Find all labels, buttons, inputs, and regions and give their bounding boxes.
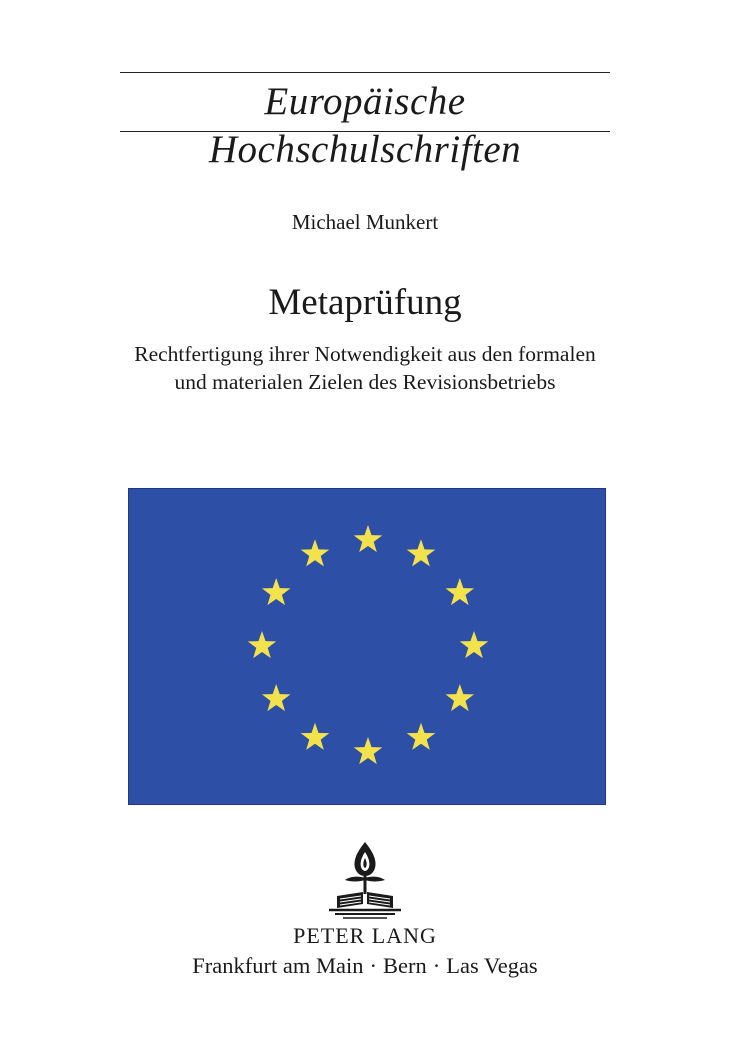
star-icon bbox=[446, 684, 475, 711]
flag-star-circle bbox=[129, 489, 607, 806]
star-icon bbox=[407, 723, 436, 750]
subtitle-line-1: Rechtfertigung ihrer Notwendigkeit aus den formalen bbox=[134, 342, 596, 366]
star-icon bbox=[354, 525, 383, 552]
city-las-vegas: Las Vegas bbox=[446, 953, 538, 978]
peter-lang-logo-icon bbox=[315, 838, 415, 920]
author-name: Michael Munkert bbox=[291, 210, 439, 234]
city-separator: · bbox=[369, 953, 377, 978]
star-icon bbox=[248, 631, 277, 658]
city-separator: · bbox=[432, 953, 441, 978]
book-subtitle bbox=[0, 340, 730, 396]
subtitle-line-2: und materialen Zielen des Revisionsbetriebs bbox=[174, 370, 556, 394]
star-icon bbox=[301, 723, 330, 750]
series-rule-bottom bbox=[120, 131, 610, 132]
publisher-name: PETER LANG bbox=[293, 923, 437, 948]
star-icon bbox=[262, 684, 291, 711]
book-title: Metaprüfung bbox=[268, 282, 462, 323]
european-flag bbox=[128, 488, 606, 805]
city-bern: Bern bbox=[383, 953, 427, 978]
star-icon bbox=[446, 578, 475, 605]
series-rule-top bbox=[120, 72, 610, 73]
city-frankfurt: Frankfurt am Main bbox=[192, 953, 364, 978]
star-icon bbox=[301, 539, 330, 566]
star-icon bbox=[354, 737, 383, 764]
series-title: Europäische Hochschulschriften bbox=[208, 80, 522, 171]
star-icon bbox=[460, 631, 489, 658]
publisher-cities bbox=[0, 951, 730, 981]
star-icon bbox=[262, 578, 291, 605]
star-icon bbox=[407, 539, 436, 566]
